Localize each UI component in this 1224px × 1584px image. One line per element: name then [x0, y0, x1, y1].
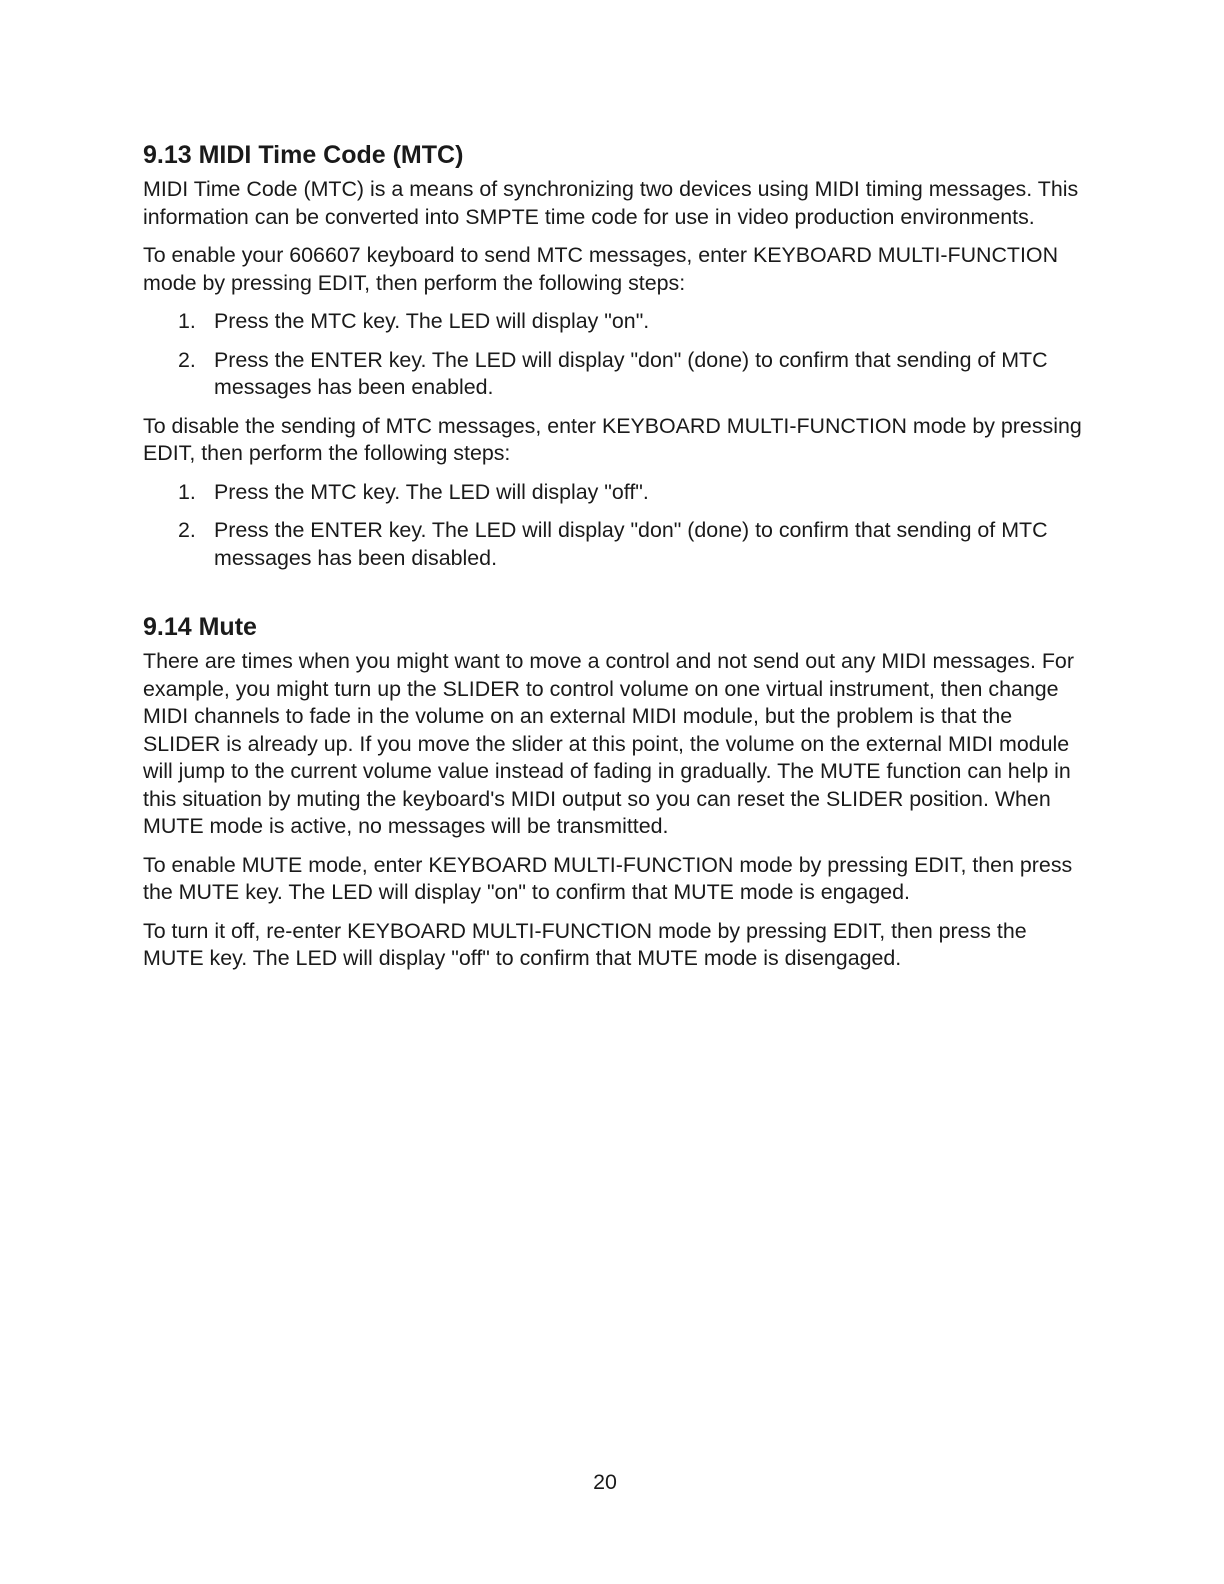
paragraph: To enable your 606607 keyboard to send MTC messages, enter KEYBOARD MULTI-FUNCTION mode by pressing EDIT, then perform the following steps:	[143, 243, 1059, 295]
list-number: 2.	[178, 518, 196, 542]
paragraph: To enable MUTE mode, enter KEYBOARD MULTI-FUNCTION mode by pressing EDIT, then press the MUTE key. The LED will display "on" to confirm that MUTE mode is engaged.	[143, 852, 1073, 904]
list-text: Press the ENTER key. The LED will display "don" (done) to confirm that sending of MTC messages has been disabled.	[214, 518, 1048, 570]
paragraph: MIDI Time Code (MTC) is a means of synchronizing two devices using MIDI timing messages. This information can be converted into SMPTE time code for use in video production environments.	[143, 177, 1079, 229]
document-page	[143, 140, 1083, 984]
list-number: 2.	[178, 347, 196, 372]
paragraph: To disable the sending of MTC messages, enter KEYBOARD MULTI-FUNCTION mode by pressing EDIT, then perform the following steps:	[143, 413, 1082, 465]
page-number: 20	[593, 1470, 617, 1494]
section-mute	[143, 612, 1083, 973]
section-mtc	[143, 140, 1083, 572]
list-number: 1.	[178, 479, 196, 504]
section-heading: 9.14 Mute	[143, 613, 257, 641]
list-item	[143, 308, 1083, 336]
paragraph: To turn it off, re-enter KEYBOARD MULTI-FUNCTION mode by pressing EDIT, then press the MUTE key. The LED will display "off" to confirm that MUTE mode is disengaged.	[143, 918, 1027, 970]
list-item	[143, 517, 1083, 572]
disable-steps-list	[143, 479, 1083, 573]
list-text: Press the MTC key. The LED will display "on".	[214, 309, 650, 333]
list-item	[143, 479, 1083, 507]
paragraph: There are times when you might want to move a control and not send out any MIDI messages. For example, you might turn up the SLIDER to control volume on one virtual instrument, then change MIDI channels to fade in the volume on an external MIDI module, but the problem is that the SLIDER is already up. If you move the slider at this point, the volume on the external MIDI module will jump to the current volume value instead of fading in gradually. The MUTE function can help in this situation by muting the keyboard's MIDI output so you can reset the SLIDER position. When MUTE mode is active, no messages will be transmitted.	[143, 649, 1074, 838]
section-heading: 9.13 MIDI Time Code (MTC)	[143, 141, 464, 169]
list-text: Press the MTC key. The LED will display "off".	[214, 479, 649, 504]
list-item	[143, 347, 1083, 402]
list-number: 1.	[178, 309, 196, 333]
enable-steps-list	[143, 308, 1083, 402]
list-text: Press the ENTER key. The LED will display "don" (done) to confirm that sending of MTC messages has been enabled.	[214, 347, 1048, 399]
